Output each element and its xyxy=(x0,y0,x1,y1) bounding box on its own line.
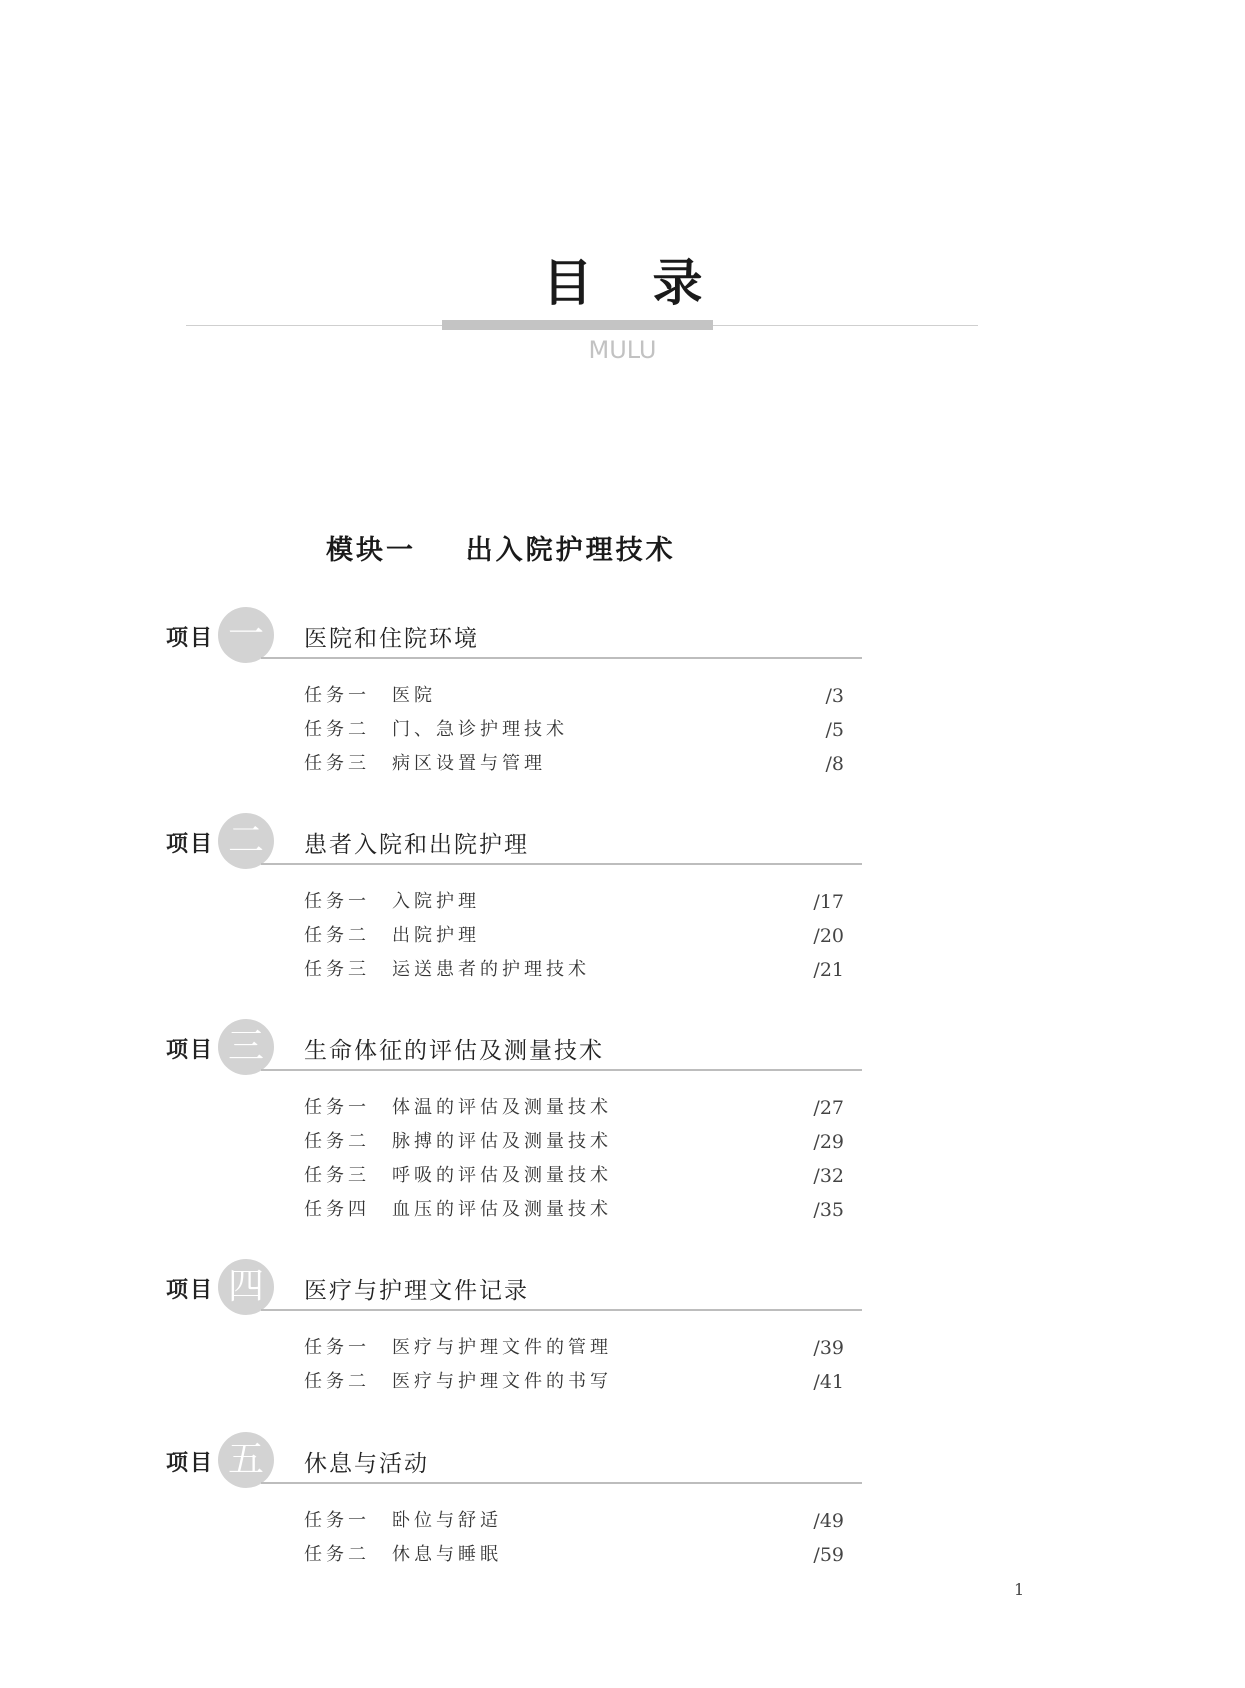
task-name: 病区设置与管理 xyxy=(392,753,546,774)
task-label: 任务三 xyxy=(304,959,370,980)
module-name: 出入院护理技术 xyxy=(465,535,676,566)
page-number: 1 xyxy=(1014,1580,1025,1599)
task-name: 血压的评估及测量技术 xyxy=(392,1199,612,1220)
project-rule xyxy=(261,863,862,865)
project-number-badge: 四 xyxy=(218,1259,274,1315)
task-row[interactable] xyxy=(304,1091,844,1125)
project-number-badge: 五 xyxy=(218,1432,274,1488)
task-page: /59 xyxy=(813,1544,844,1566)
task-row[interactable] xyxy=(304,1504,844,1538)
task-name: 脉搏的评估及测量技术 xyxy=(392,1131,612,1152)
task-page: /29 xyxy=(813,1131,844,1153)
task-row[interactable] xyxy=(304,1365,844,1399)
module-heading xyxy=(326,528,676,567)
task-label: 任务二 xyxy=(304,925,370,946)
task-name: 体温的评估及测量技术 xyxy=(392,1097,612,1118)
project-title[interactable]: 医疗与护理文件记录 xyxy=(304,1278,529,1304)
task-page: /39 xyxy=(813,1337,844,1359)
task-row[interactable] xyxy=(304,1125,844,1159)
task-row[interactable] xyxy=(304,919,844,953)
task-page: /49 xyxy=(813,1510,844,1532)
project-title[interactable]: 休息与活动 xyxy=(304,1451,429,1477)
task-row[interactable] xyxy=(304,1159,844,1193)
task-page: /17 xyxy=(813,891,844,913)
project-number-badge: 一 xyxy=(218,607,274,663)
task-label: 任务一 xyxy=(304,685,370,706)
project-label: 项目 xyxy=(166,1451,215,1476)
task-label: 任务二 xyxy=(304,1131,370,1152)
project-rule xyxy=(261,1482,862,1484)
project-title[interactable]: 患者入院和出院护理 xyxy=(304,832,529,858)
page-title xyxy=(0,253,1245,312)
project-label: 项目 xyxy=(166,1278,215,1303)
task-list xyxy=(304,885,844,987)
task-row[interactable] xyxy=(304,713,844,747)
project-title[interactable]: 生命体征的评估及测量技术 xyxy=(304,1038,604,1064)
task-name: 呼吸的评估及测量技术 xyxy=(392,1165,612,1186)
task-label: 任务三 xyxy=(304,1165,370,1186)
task-page: /32 xyxy=(813,1165,844,1187)
task-label: 任务二 xyxy=(304,1544,370,1565)
project-number-badge: 二 xyxy=(218,813,274,869)
task-name: 出院护理 xyxy=(392,925,480,946)
title-char-2: 录 xyxy=(652,253,763,312)
task-row[interactable] xyxy=(304,1538,844,1572)
task-page: /5 xyxy=(825,719,844,741)
module-label: 模块一 xyxy=(326,535,416,566)
project-label: 项目 xyxy=(166,832,215,857)
task-list xyxy=(304,1331,844,1399)
task-page: /8 xyxy=(825,753,844,775)
page-subtitle: MULU xyxy=(588,336,657,364)
project-label: 项目 xyxy=(166,1038,215,1063)
task-page: /21 xyxy=(813,959,844,981)
task-page: /27 xyxy=(813,1097,844,1119)
task-label: 任务一 xyxy=(304,891,370,912)
task-label: 任务三 xyxy=(304,753,370,774)
title-accent-bar xyxy=(442,320,713,330)
project-title[interactable]: 医院和住院环境 xyxy=(304,626,479,652)
task-row[interactable] xyxy=(304,1331,844,1365)
task-page: /41 xyxy=(813,1371,844,1393)
task-label: 任务一 xyxy=(304,1097,370,1118)
task-label: 任务二 xyxy=(304,1371,370,1392)
project-rule xyxy=(261,657,862,659)
task-row[interactable] xyxy=(304,1193,844,1227)
project-label: 项目 xyxy=(166,626,215,651)
task-page: /35 xyxy=(813,1199,844,1221)
task-name: 休息与睡眠 xyxy=(392,1544,502,1565)
project-rule xyxy=(261,1069,862,1071)
task-name: 医疗与护理文件的管理 xyxy=(392,1337,612,1358)
title-char-1: 目 xyxy=(542,253,653,312)
task-name: 医院 xyxy=(392,685,436,706)
task-label: 任务四 xyxy=(304,1199,370,1220)
task-list xyxy=(304,1091,844,1227)
task-name: 门、急诊护理技术 xyxy=(392,719,568,740)
task-row[interactable] xyxy=(304,679,844,713)
task-label: 任务一 xyxy=(304,1337,370,1358)
task-label: 任务二 xyxy=(304,719,370,740)
task-name: 卧位与舒适 xyxy=(392,1510,502,1531)
task-label: 任务一 xyxy=(304,1510,370,1531)
task-list xyxy=(304,679,844,781)
task-list xyxy=(304,1504,844,1572)
task-row[interactable] xyxy=(304,885,844,919)
project-rule xyxy=(261,1309,862,1311)
project-number-badge: 三 xyxy=(218,1019,274,1075)
task-page: /3 xyxy=(825,685,844,707)
task-page: /20 xyxy=(813,925,844,947)
task-row[interactable] xyxy=(304,747,844,781)
task-name: 医疗与护理文件的书写 xyxy=(392,1371,612,1392)
task-name: 入院护理 xyxy=(392,891,480,912)
task-row[interactable] xyxy=(304,953,844,987)
task-name: 运送患者的护理技术 xyxy=(392,959,590,980)
